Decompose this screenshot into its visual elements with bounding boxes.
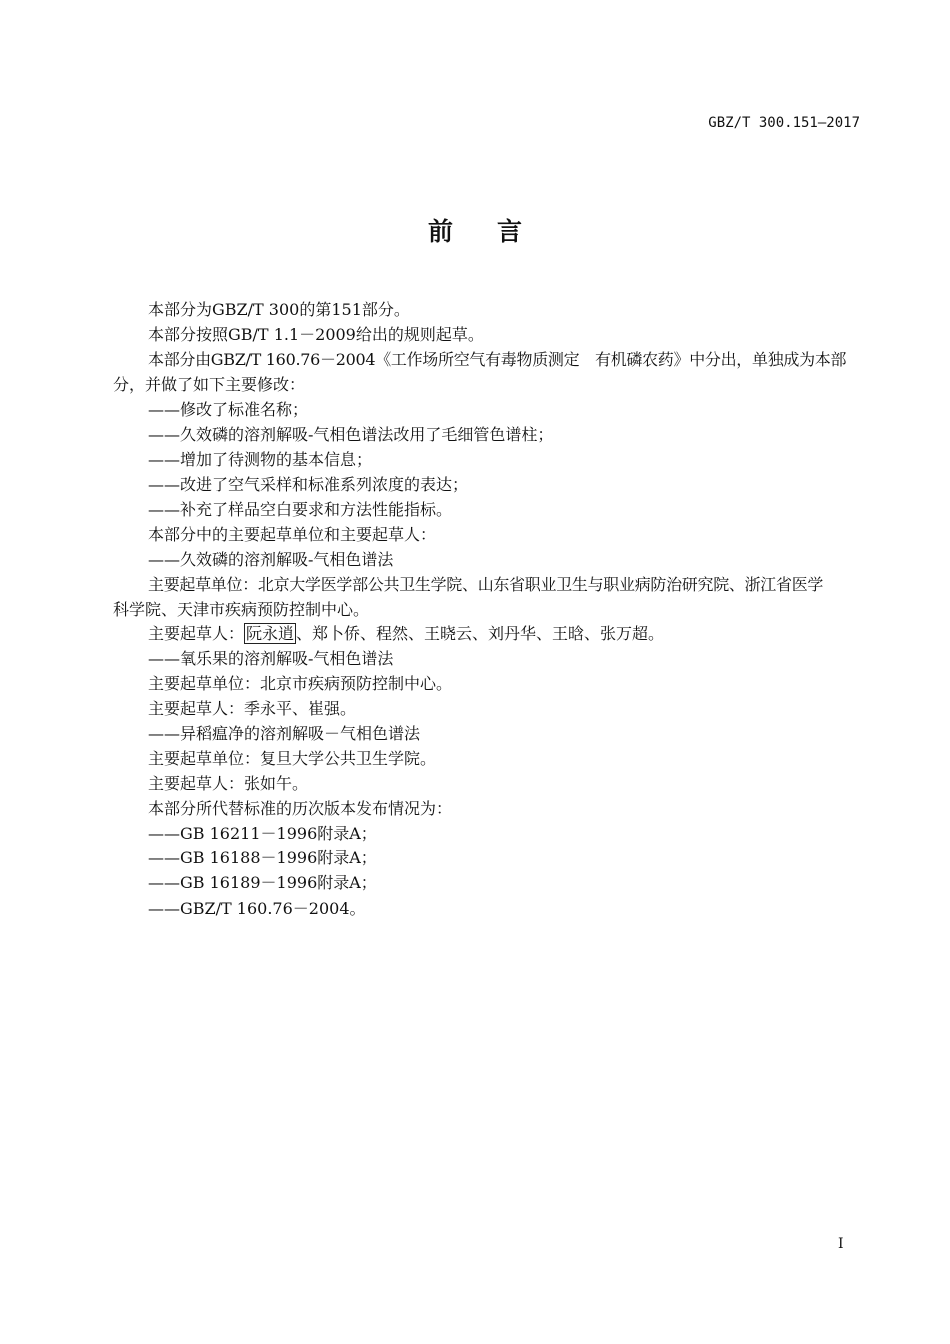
paragraph-line: 主要起草人：张如午。 xyxy=(148,774,309,793)
list-item: ——GB 16211－1996附录A； xyxy=(148,824,377,843)
page-title xyxy=(0,212,950,248)
drafters-rest: 、郑卜侨、程然、王晓云、刘丹华、王晗、张万超。 xyxy=(296,624,665,643)
highlighted-name: 阮永逍 xyxy=(246,624,295,643)
paragraph-line: 本部分为GBZ/T 300的第151部分。 xyxy=(148,300,410,319)
method-heading: ——久效磷的溶剂解吸-气相色谱法 xyxy=(148,550,394,569)
drafters-line xyxy=(148,624,664,644)
list-item: ——GBZ/T 160.76－2004。 xyxy=(148,899,366,918)
paragraph-line: 主要起草单位：复旦大学公共卫生学院。 xyxy=(148,749,437,768)
paragraph-line: 科学院、天津市疾病预防控制中心。 xyxy=(113,600,370,619)
paragraph-line: 本部分由GBZ/T 160.76－2004《工作场所空气有毒物质测定 有机磷农药》中分出，单独成为本部 xyxy=(148,350,847,369)
paragraph-line: 主要起草单位：北京大学医学部公共卫生学院、山东省职业卫生与职业病防治研究院、浙江省医学 xyxy=(148,575,824,594)
list-item: ——GB 16188－1996附录A； xyxy=(148,848,377,867)
paragraph-line: 主要起草单位：北京市疾病预防控制中心。 xyxy=(148,674,453,693)
list-item: ——GB 16189－1996附录A； xyxy=(148,873,377,892)
page-number: I xyxy=(838,1236,844,1252)
paragraph-line: 本部分中的主要起草单位和主要起草人： xyxy=(148,525,437,544)
paragraph-line: 主要起草人：季永平、崔强。 xyxy=(148,699,357,718)
paragraph-line: 本部分所代替标准的历次版本发布情况为： xyxy=(148,799,453,818)
method-heading: ——氧乐果的溶剂解吸-气相色谱法 xyxy=(148,649,394,668)
list-item: ——增加了待测物的基本信息； xyxy=(148,450,373,469)
paragraph-line: 本部分按照GB/T 1.1－2009给出的规则起草。 xyxy=(148,325,484,344)
drafters-prefix: 主要起草人： xyxy=(148,624,245,643)
list-item: ——修改了标准名称； xyxy=(148,400,309,419)
list-item: ——改进了空气采样和标准系列浓度的表达； xyxy=(148,475,469,494)
list-item: ——久效磷的溶剂解吸-气相色谱法改用了毛细管色谱柱； xyxy=(148,425,554,444)
method-heading: ——异稻瘟净的溶剂解吸－气相色谱法 xyxy=(148,724,421,743)
list-item: ——补充了样品空白要求和方法性能指标。 xyxy=(148,500,453,519)
paragraph-line: 分，并做了如下主要修改： xyxy=(113,375,306,394)
title-char: 前 xyxy=(427,217,453,246)
standard-number-header: GBZ/T 300.151—2017 xyxy=(708,115,860,131)
title-char: 言 xyxy=(497,217,523,246)
